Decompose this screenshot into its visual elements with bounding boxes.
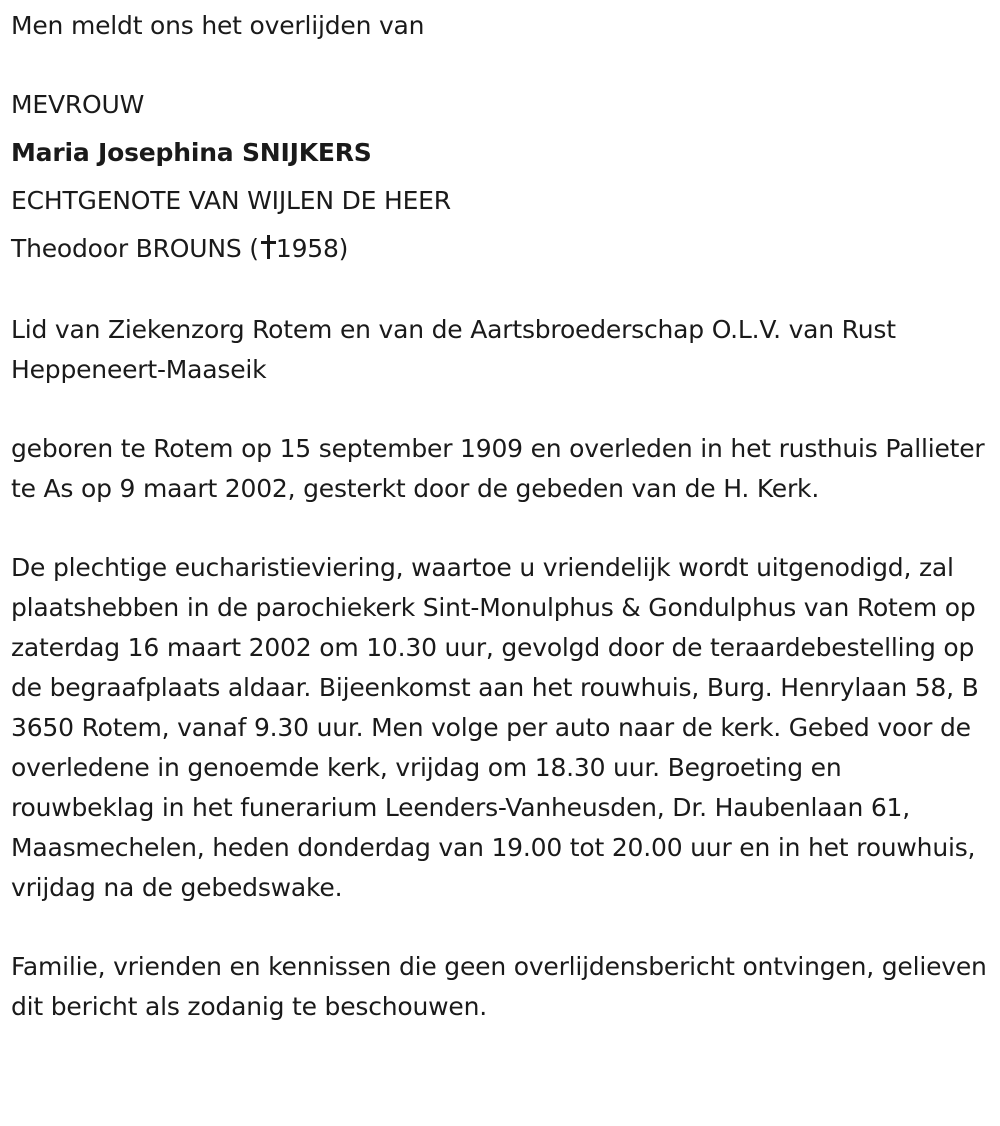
spouse-line — [11, 229, 991, 269]
closing-paragraph: Familie, vrienden en kennissen die geen overlijdensbericht ontvingen, gelieven dit bericht als zodanig te beschouwen. — [11, 952, 987, 1021]
cross-icon — [261, 235, 275, 259]
spouse-name: Theodoor BROUNS ( — [11, 234, 259, 263]
ceremony-paragraph: De plechtige eucharistieviering, waartoe u vriendelijk wordt uitgenodigd, zal plaatshebben in de parochiekerk Sint-Monulphus & Gondulphus van Rotem op zaterdag 16 maart 2002 om 10.30 uur, gevolgd door de teraardebestelling op de begraafplaats aldaar. Bijeenkomst aan het rouwhuis, Burg. Henrylaan 58, B 3650 Rotem, vanaf 9.30 uur. Men volge per auto naar de kerk. Gebed voor de overledene in genoemde kerk, vrijdag om 18.30 uur. Begroeting en rouwbeklag in het funerarium Leenders-Vanheusden, Dr. Haubenlaan 61, Maasmechelen, heden donderdag van 19.00 tot 20.00 uur en in het rouwhuis, vrijdag na de gebedswake. — [11, 553, 979, 902]
birth-death-paragraph: geboren te Rotem op 15 september 1909 en overleden in het rusthuis Pallieter te As op 9 maart 2002, gesterkt door de gebeden van de H. Kerk. — [11, 434, 985, 503]
intro-line: Men meldt ons het overlijden van — [11, 11, 425, 40]
membership-paragraph: Lid van Ziekenzorg Rotem en van de Aartsbroederschap O.L.V. van Rust Heppeneert-Maaseik — [11, 315, 896, 384]
deceased-name: Maria Josephina SNIJKERS — [11, 138, 372, 167]
salutation: MEVROUW — [11, 90, 145, 119]
spouse-death-year: 1958) — [275, 234, 349, 263]
death-notice — [11, 0, 991, 1027]
relation-line: ECHTGENOTE VAN WIJLEN DE HEER — [11, 186, 451, 215]
